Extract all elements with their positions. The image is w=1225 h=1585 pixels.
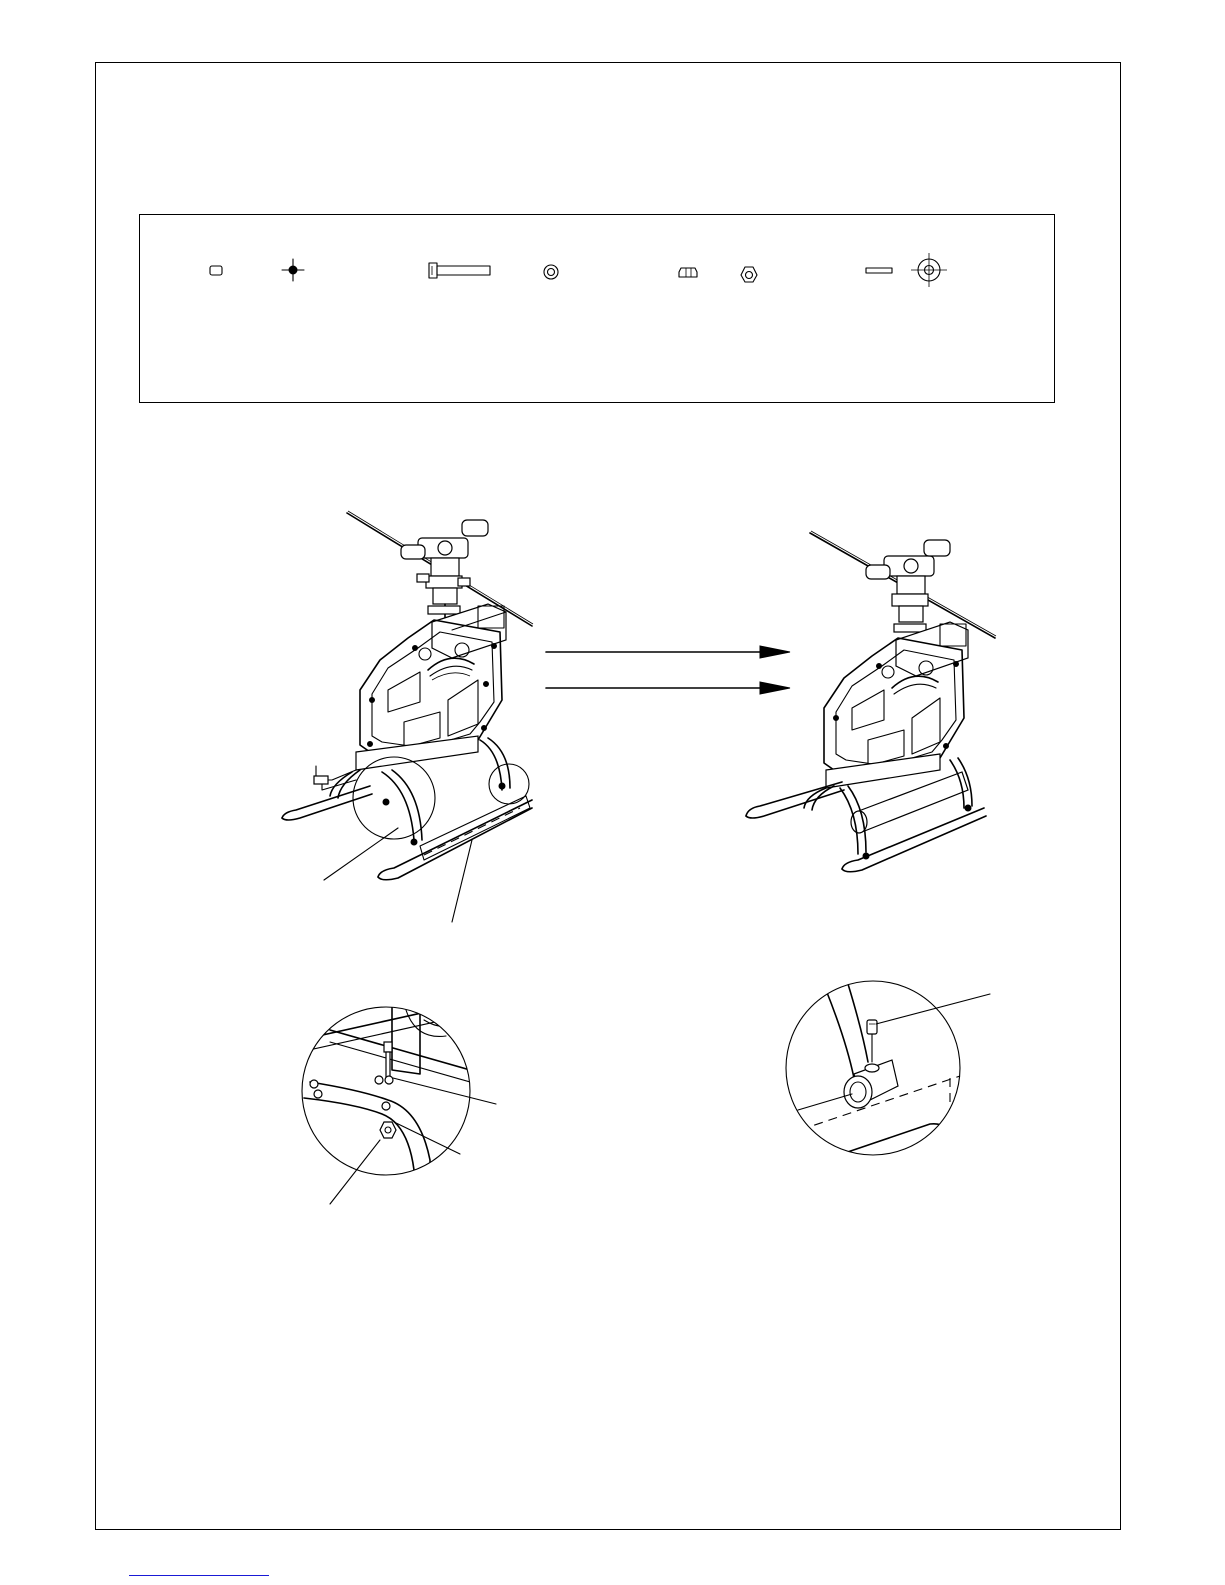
rotor-head-icon <box>866 540 950 632</box>
washer-icon <box>544 265 558 279</box>
detail-strut-bolt <box>300 1000 496 1204</box>
helicopter-frame-before <box>282 511 533 922</box>
arrow-right-icon <box>546 646 790 694</box>
nut-top-view-icon <box>741 267 757 282</box>
pin-end-view-icon <box>911 253 947 287</box>
helicopter-frame-after <box>746 531 996 872</box>
pin-icon <box>866 268 892 273</box>
footer-link-underline[interactable] <box>129 1575 269 1576</box>
lock-nut-icon <box>679 268 697 277</box>
set-screw-top-view-icon <box>282 259 304 281</box>
rotor-head-icon <box>401 520 488 620</box>
detail-skid-set-screw <box>786 981 990 1170</box>
long-bolt-icon <box>429 263 490 278</box>
set-screw-icon <box>210 266 222 275</box>
